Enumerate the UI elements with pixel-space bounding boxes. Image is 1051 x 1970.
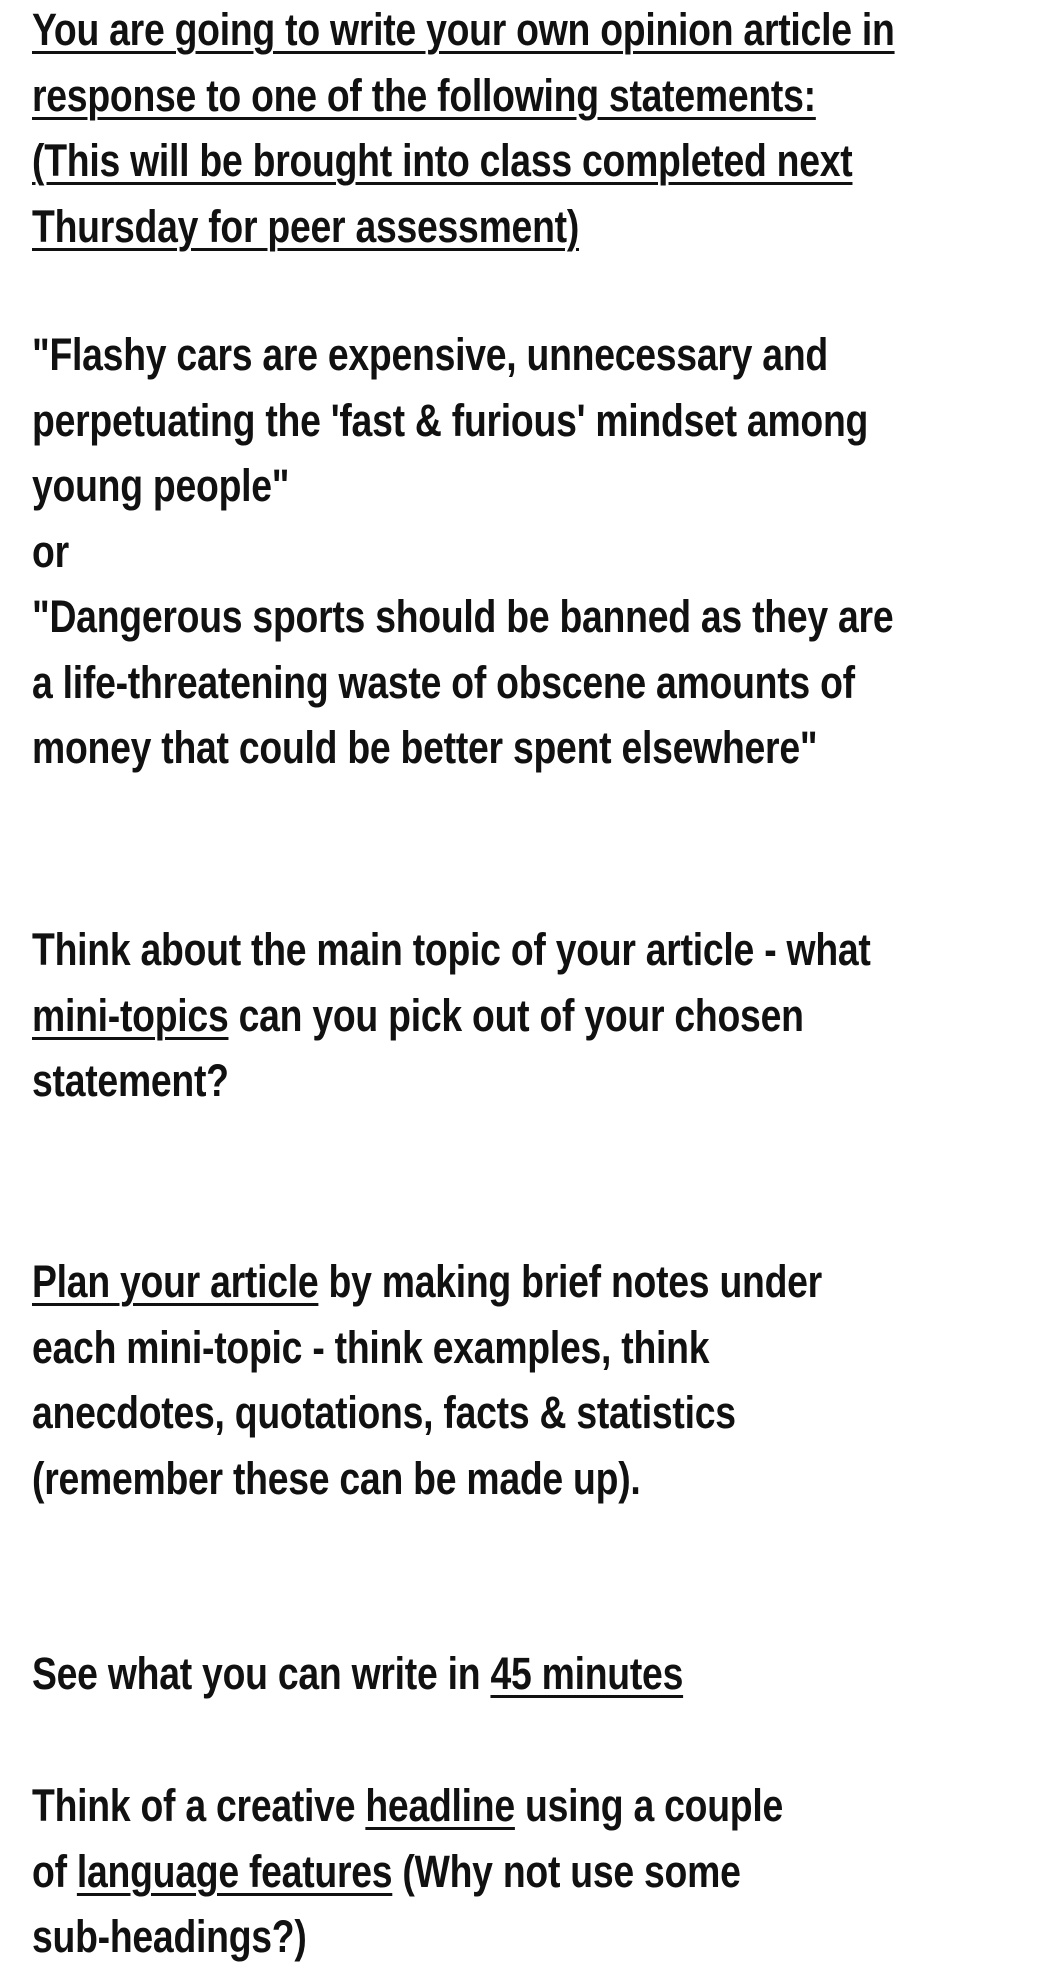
- headline-line-1-suffix: using a couple: [514, 1780, 784, 1831]
- plan-line-2: each mini-topic - think examples, think: [32, 1321, 710, 1373]
- mini-topics-emphasis: mini-topics: [32, 989, 229, 1041]
- intro-line-1: You are going to write your own opinion article in: [32, 4, 895, 55]
- headline-emphasis: headline: [365, 1780, 515, 1831]
- intro-line-4: Thursday for peer assessment): [32, 200, 580, 252]
- topics-line-2-rest: can you pick out of your chosen: [228, 989, 804, 1041]
- plan-line-4: (remember these can be made up).: [32, 1452, 641, 1504]
- headline-line-1: [32, 1773, 783, 1839]
- time-paragraph: [32, 1641, 816, 1707]
- statement-two-line-1: "Dangerous sports should be banned as they are: [32, 591, 894, 642]
- topics-line-2: [32, 983, 871, 1049]
- time-line: [32, 1641, 683, 1707]
- headline-line-2-prefix: of: [32, 1845, 77, 1897]
- topics-line-3: statement?: [32, 1055, 229, 1106]
- headline-line-1-prefix: Think of a creative: [32, 1780, 366, 1831]
- plan-line-1: [32, 1249, 822, 1315]
- headline-line-2-suffix: (Why not use some: [392, 1845, 741, 1897]
- topics-paragraph: [32, 917, 1042, 1114]
- headline-paragraph: [32, 1773, 937, 1970]
- or-separator: or: [32, 525, 69, 577]
- statement-one-line-2: perpetuating the 'fast & furious' mindset among: [32, 394, 869, 446]
- statement-two-line-2: a life-threatening waste of obscene amounts of: [32, 656, 855, 708]
- intro-line-3: (This will be brought into class completed next: [32, 135, 853, 186]
- plan-article-emphasis: Plan your article: [32, 1256, 319, 1307]
- intro-paragraph: [32, 0, 1051, 259]
- statement-one-line-1: "Flashy cars are expensive, unnecessary and: [32, 329, 828, 380]
- statement-one-line-3: young people": [32, 460, 290, 511]
- statements-paragraph: [32, 322, 1051, 781]
- headline-line-3: sub-headings?): [32, 1911, 307, 1962]
- plan-line-1-rest: by making brief notes under: [318, 1256, 822, 1307]
- headline-line-2: [32, 1839, 783, 1905]
- intro-line-2: response to one of the following statements:: [32, 69, 816, 121]
- time-prefix: See what you can write in: [32, 1648, 491, 1699]
- statement-two-line-3: money that could be better spent elsewhere": [32, 722, 818, 773]
- topics-line-1: Think about the main topic of your article - what: [32, 924, 871, 975]
- plan-line-3: anecdotes, quotations, facts & statistics: [32, 1387, 736, 1438]
- time-emphasis: 45 minutes: [490, 1648, 684, 1699]
- plan-paragraph: [32, 1249, 984, 1511]
- language-features-emphasis: language features: [76, 1845, 393, 1897]
